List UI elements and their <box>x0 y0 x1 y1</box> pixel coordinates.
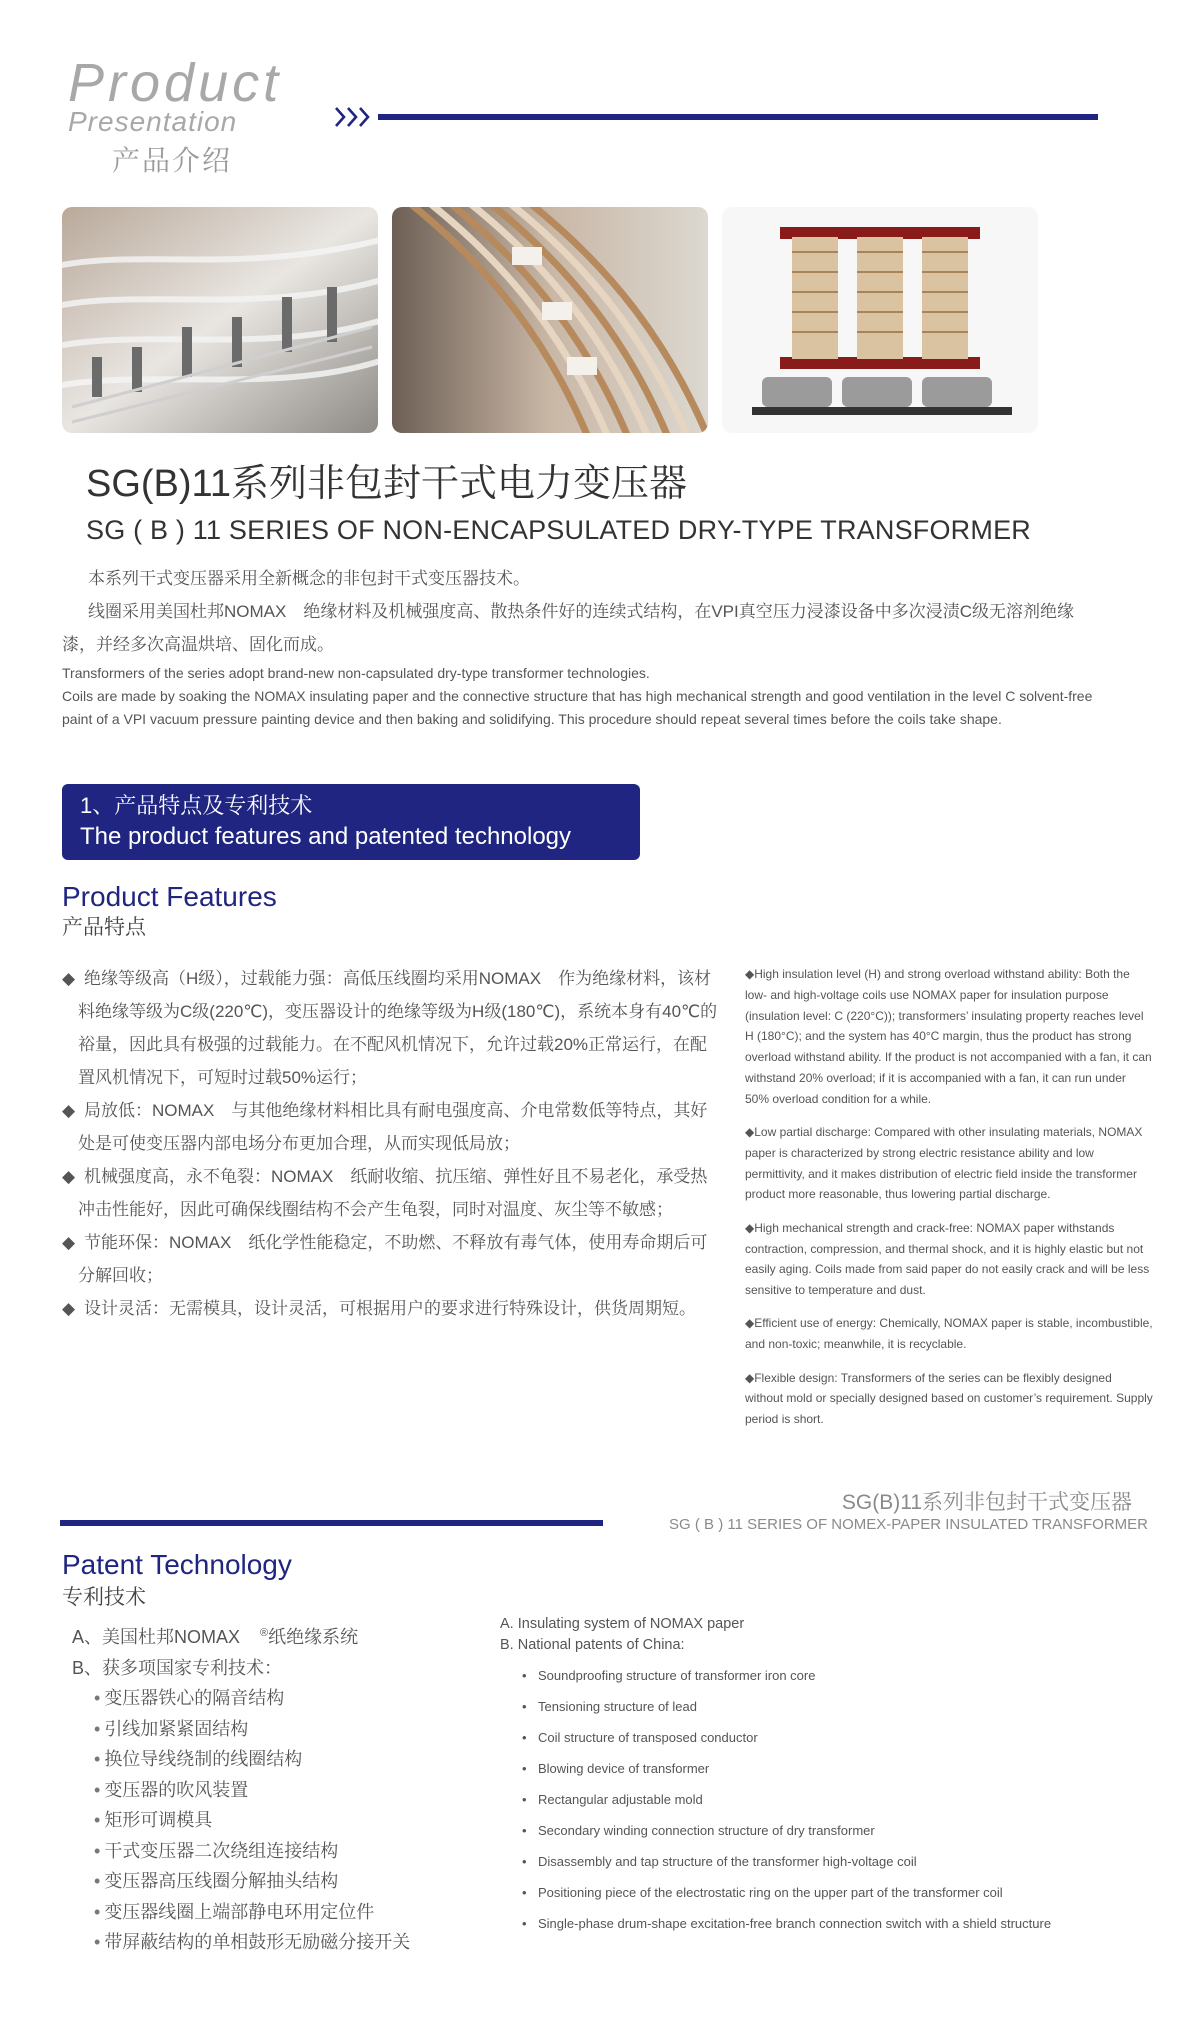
patent-item-cn: • 带屏蔽结构的单相鼓形无励磁分接开关 <box>94 1932 411 1952</box>
feature-item-cn: ◆ 绝缘等级高（H级），过载能力强：高低压线圈均采用NOMAX 作为绝缘材料，该材料绝缘等级为C级(220℃)，变压器设计的绝缘等级为H级(180℃)，系统本身有40℃的裕量，因此具有极强的过载能力。在不配风机情况下，允许过载20%正常运行，在配置风机情况下，可短时过载50%运行； <box>62 962 722 1094</box>
patent-item-cn: • 变压器高压线圈分解抽头结构 <box>94 1871 339 1891</box>
feature-item-cn: ◆ 机械强度高，永不龟裂：NOMAX 纸耐收缩、抗压缩、弹性好且不易老化，承受热冲击性能好，因此可确保线圈结构不会产生龟裂，同时对温度、灰尘等不敏感； <box>62 1160 722 1226</box>
bullet-dot-icon: • <box>522 1854 527 1869</box>
diamond-bullet-icon: ◆ <box>62 1233 76 1252</box>
feature-item-en: ◆Flexible design: Transformers of the series can be flexibly designed without mold or specially designed based on customer’s requirement. Supply period is short. <box>745 1370 1153 1427</box>
registered-mark-icon: ® <box>260 1627 269 1639</box>
patent-item-cn: • 变压器的吹风装置 <box>94 1779 249 1800</box>
feature-item-cn: ◆ 设计灵活：无需模具，设计灵活，可根据用户的要求进行特殊设计，供货周期短。 <box>62 1292 722 1325</box>
patent-b-cn: B、获多项国家专利技术： <box>72 1657 283 1678</box>
coil-winding-photo <box>392 207 708 433</box>
patent-item-cn: • 变压器铁心的隔音结构 <box>94 1688 285 1708</box>
patent-item-en: • Rectangular adjustable mold <box>500 1789 1060 1811</box>
product-title-cn: SG(B)11系列非包封干式电力变压器 <box>86 463 688 505</box>
patent-heading-cn: 专利技术 <box>62 1586 146 1609</box>
diamond-bullet-icon: ◆ <box>62 1299 76 1318</box>
bullet-dot-icon: • <box>522 1792 527 1807</box>
patent-a-cn: A、美国杜邦NOMAX ®纸绝缘系统 <box>72 1627 359 1647</box>
patent-item-cn: • 换位导线绕制的线圈结构 <box>94 1749 303 1769</box>
bullet-dot-icon: • <box>94 1779 101 1800</box>
cable-leads-photo <box>62 207 378 433</box>
bullet-dot-icon: • <box>522 1823 527 1838</box>
triple-chevron-icon <box>334 104 374 130</box>
bullet-dot-icon: • <box>522 1668 527 1683</box>
patent-item-cn: • 变压器线圈上端部静电环用定位件 <box>94 1901 375 1922</box>
features-list-en <box>745 964 1153 1442</box>
features-heading-cn: 产品特点 <box>62 916 146 939</box>
patent-list-cn <box>72 1618 492 1958</box>
patent-item-cn: • 干式变压器二次绕组连接结构 <box>94 1840 339 1861</box>
feature-item-cn: ◆ 局放低：NOMAX 与其他绝缘材料相比具有耐电强度高、介电常数低等特点，其好处是可使变压器内部电场分布更加合理，从而实现低局放； <box>62 1094 722 1160</box>
bullet-dot-icon: • <box>522 1885 527 1900</box>
patent-item-en: • Tensioning structure of lead <box>500 1696 1060 1718</box>
features-heading-en: Product Features <box>62 881 277 912</box>
transformer-photo <box>722 207 1038 433</box>
header-title-product: Product <box>68 53 283 113</box>
patent-item-en: • Secondary winding connection structure of dry transformer <box>500 1820 1060 1842</box>
patent-item-en: • Single-phase drum-shape excitation-free branch connection switch with a shield structure <box>500 1913 1060 1935</box>
section-banner-cn: 1、产品特点及专利技术 <box>80 793 313 818</box>
section-divider <box>60 1520 603 1526</box>
bullet-dot-icon: • <box>94 1688 101 1708</box>
bullet-dot-icon: • <box>94 1901 101 1922</box>
series-caption-en: SG ( B ) 11 SERIES OF NOMEX-PAPER INSULATED TRANSFORMER <box>669 1516 1148 1533</box>
bullet-dot-icon: • <box>522 1699 527 1714</box>
intro-cn-paragraph: 线圈采用美国杜邦NOMAX 绝缘材料及机械强度高、散热条件好的连续式结构，在VPI真空压力浸漆设备中多次浸渍C级无溶剂绝缘漆，并经多次高温烘培、固化而成。 <box>62 602 1075 654</box>
feature-item-en: ◆High mechanical strength and crack-free: NOMAX paper withstands contraction, compression, and thermal shock, and it is highly elastic but not easily aging. Coils made from said paper do not easily crack and will be less sensitive to temperature and dust. <box>745 1220 1150 1298</box>
bullet-dot-icon: • <box>94 1810 101 1830</box>
section-banner <box>62 784 640 860</box>
feature-item-en: ◆Efficient use of energy: Chemically, NOMAX paper is stable, incombustible, and non-toxic; meanwhile, it is recyclable. <box>745 1316 1153 1352</box>
patent-item-en: • Positioning piece of the electrostatic ring on the upper part of the transformer coil <box>500 1882 1060 1904</box>
series-caption-cn: SG(B)11系列非包封干式变压器 <box>841 1491 1132 1514</box>
header-divider <box>378 114 1098 120</box>
feature-item-en: ◆Low partial discharge: Compared with other insulating materials, NOMAX paper is characterized by strong electric resistance ability and low permittivity, and it makes distribution of electric field inside the transformer product more reasonable, thus lowering partial discharge. <box>745 1125 1143 1202</box>
intro-en-paragraph: Transformers of the series adopt brand-new non-capsulated dry-type transformer technologies. <box>62 665 650 681</box>
intro-en <box>62 662 1102 731</box>
patent-item-cn: • 引线加紧紧固结构 <box>94 1718 249 1739</box>
intro-en-paragraph: Coils are made by soaking the NOMAX insulating paper and the connective structure that has high mechanical strength and good ventilation in the level C solvent-free paint of a VPI vacuum pressure painting device and then baking and solidifying. This procedure should repeat several times before the coils take shape. <box>62 688 1093 727</box>
bullet-dot-icon: • <box>522 1761 527 1776</box>
bullet-dot-icon: • <box>522 1730 527 1745</box>
patent-item-en: • Blowing device of transformer <box>500 1758 1060 1780</box>
header-title-cn: 产品介绍 <box>112 145 233 176</box>
features-list-cn <box>62 962 722 1325</box>
intro-cn <box>62 562 1102 661</box>
bullet-dot-icon: • <box>522 1916 527 1931</box>
product-title-en: SG ( B ) 11 SERIES OF NON-ENCAPSULATED DRY-TYPE TRANSFORMER <box>86 515 1031 545</box>
diamond-bullet-icon: ◆ <box>62 1167 76 1186</box>
patent-item-en: • Soundproofing structure of transformer iron core <box>500 1665 1060 1687</box>
patent-item-cn: • 矩形可调模具 <box>94 1810 213 1830</box>
bullet-dot-icon: • <box>94 1932 101 1952</box>
bullet-dot-icon: • <box>94 1840 101 1861</box>
intro-cn-paragraph: 本系列干式变压器采用全新概念的非包封干式变压器技术。 <box>88 569 530 588</box>
bullet-dot-icon: • <box>94 1749 101 1769</box>
feature-item-en: ◆High insulation level (H) and strong overload withstand ability: Both the low- and high-voltage coils use NOMAX paper for insulation purpose (insulation level: C (220°C)); transformers’ insulating property reaches level H (180°C); and the system has 40°C margin, thus the product has strong overload withstand ability. If the product is not accompanied with a fan, it can withstand 20% overload; if it is accompanied with a fan, it can run under 50% overload condition for a while. <box>745 967 1152 1106</box>
feature-item-cn: ◆ 节能环保：NOMAX 纸化学性能稳定，不助燃、不释放有毒气体，使用寿命期后可分解回收； <box>62 1226 722 1292</box>
diamond-bullet-icon: ◆ <box>62 969 76 988</box>
patent-a-en: A. Insulating system of NOMAX paper <box>500 1616 745 1632</box>
bullet-dot-icon: • <box>94 1871 101 1891</box>
bullet-dot-icon: • <box>94 1718 101 1739</box>
header-title-presentation: Presentation <box>68 106 238 137</box>
patent-heading-en: Patent Technology <box>62 1549 292 1580</box>
patent-b-en: B. National patents of China: <box>500 1637 685 1653</box>
section-banner-en: The product features and patented technology <box>80 823 572 850</box>
patent-list-en <box>500 1614 1060 1935</box>
diamond-bullet-icon: ◆ <box>62 1101 76 1120</box>
patent-item-en: • Coil structure of transposed conductor <box>500 1727 1060 1749</box>
patent-item-en: • Disassembly and tap structure of the transformer high-voltage coil <box>500 1851 1060 1873</box>
